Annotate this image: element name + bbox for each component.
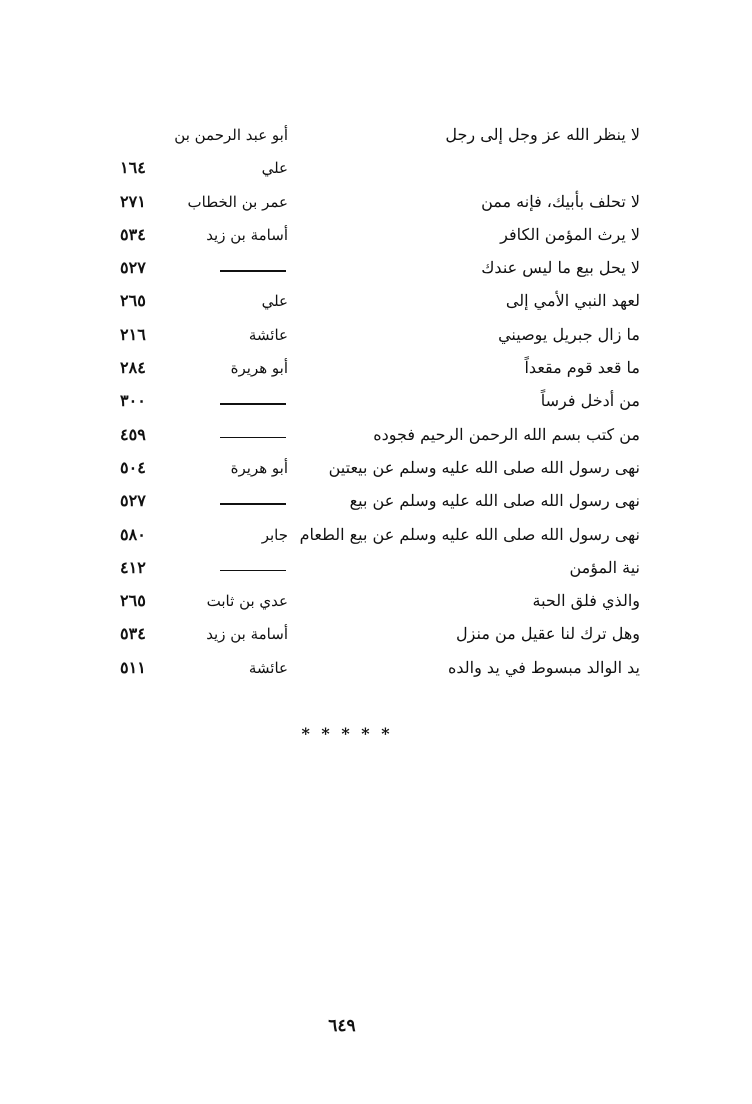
narrator-name: عمر بن الخطاب <box>187 192 288 211</box>
index-row <box>120 351 640 384</box>
narrator-dash <box>168 251 288 285</box>
hadith-text: لا تحلف بأبيك، فإنه ممن <box>481 191 640 211</box>
index-row <box>120 251 640 284</box>
index-row <box>120 318 640 351</box>
narrator-name: علي <box>261 292 288 311</box>
index-row <box>120 218 640 251</box>
narrator-dash <box>168 551 288 585</box>
page-reference: ٥٣٤ <box>120 224 146 244</box>
page-number: ٦٤٩ <box>328 1016 356 1036</box>
narrator-name: عدي بن ثابت <box>206 592 288 611</box>
hadith-text: نهى رسول الله صلى الله عليه وسلم عن بيع <box>349 491 640 511</box>
narrator-name: أبو هريرة <box>230 359 288 378</box>
index-row <box>120 551 640 584</box>
hadith-text: لا يحل بيع ما ليس عندك <box>481 258 640 278</box>
narrator-name: عائشة <box>248 658 288 677</box>
page-reference: ٢٧١ <box>120 191 146 211</box>
hadith-text: لا ينظر الله عز وجل إلى رجل <box>445 125 640 144</box>
hadith-text: ما زال جبريل يوصيني <box>498 324 640 344</box>
page-reference: ٢٨٤ <box>120 358 146 378</box>
index-row <box>120 518 640 551</box>
hadith-text: لعهد النبي الأمي إلى <box>505 291 640 311</box>
narrator-name: أبو هريرة <box>230 458 288 477</box>
index-row <box>120 451 640 484</box>
narrator-name: عائشة <box>248 325 288 344</box>
index-row <box>120 484 640 517</box>
narrator-dash <box>168 484 288 518</box>
page-reference: ٣٠٠ <box>120 391 146 411</box>
page-reference: ٥٢٧ <box>120 491 146 511</box>
index-row <box>120 418 640 451</box>
page-reference: ٥٠٤ <box>120 457 146 477</box>
page-reference: ٥٨٠ <box>120 524 146 544</box>
narrator-dash <box>168 418 288 452</box>
hadith-text: يد الوالد مبسوط في يد والده <box>448 657 640 677</box>
index-row <box>120 118 640 151</box>
index-row <box>120 185 640 218</box>
hadith-text: وهل ترك لنا عقيل من منزل <box>456 624 640 644</box>
narrator-name: أسامة بن زيد <box>206 625 288 644</box>
index-row <box>120 384 640 417</box>
page-reference: ٢١٦ <box>120 324 146 344</box>
hadith-index-table <box>120 118 640 684</box>
page-reference: ٥١١ <box>120 657 146 677</box>
section-separator: * * * * * <box>301 724 393 743</box>
page-reference: ٤١٢ <box>120 557 146 577</box>
index-row <box>120 284 640 317</box>
index-row <box>120 617 640 650</box>
hadith-text: لا يرث المؤمن الكافر <box>500 224 640 244</box>
hadith-text: من أدخل فرساً <box>540 391 640 411</box>
narrator-name: جابر <box>261 525 288 544</box>
page-reference: ٢٦٥ <box>120 291 146 311</box>
narrator-name: علي <box>261 159 288 178</box>
narrator-dash <box>168 384 288 418</box>
hadith-text: من كتب بسم الله الرحمن الرحيم فجوده <box>373 424 640 444</box>
page-reference: ٢٦٥ <box>120 591 146 611</box>
page-reference: ١٦٤ <box>120 158 146 178</box>
hadith-text: ما قعد قوم مقعداً <box>524 358 640 378</box>
hadith-text: نهى رسول الله صلى الله عليه وسلم عن بيعتين <box>328 457 640 477</box>
hadith-text: نية المؤمن <box>569 557 640 577</box>
page-reference: ٥٢٧ <box>120 258 146 278</box>
page-reference: ٤٥٩ <box>120 424 146 444</box>
index-row <box>120 151 640 184</box>
index-row <box>120 584 640 617</box>
narrator-name: أبو عبد الرحمن بن <box>174 126 288 144</box>
page-reference: ٥٣٤ <box>120 624 146 644</box>
hadith-text: والذي فلق الحبة <box>532 591 640 611</box>
index-row <box>120 651 640 684</box>
narrator-name: أسامة بن زيد <box>206 225 288 244</box>
hadith-text: نهى رسول الله صلى الله عليه وسلم عن بيع الطعام <box>299 524 640 544</box>
